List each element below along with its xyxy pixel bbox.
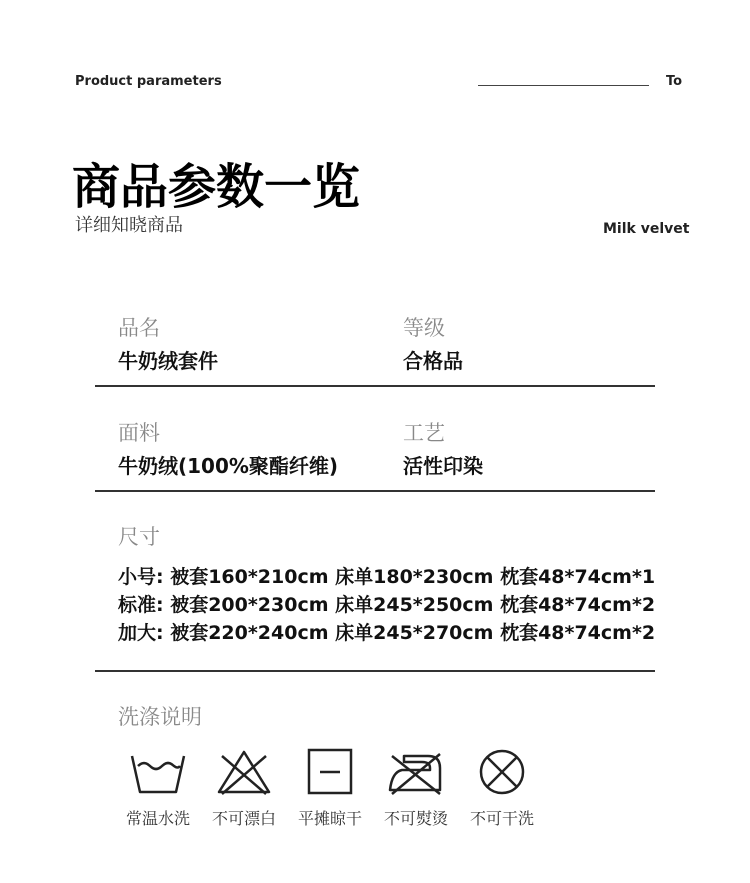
fabric-value: 牛奶绒(100%聚酯纤维) bbox=[118, 454, 339, 478]
size-line-standard: 标准: 被套200*230cm 床单245*250cm 枕套48*74cm*2 bbox=[118, 594, 656, 616]
divider-2 bbox=[95, 490, 655, 492]
care-caption: 常温水洗 bbox=[125, 809, 190, 828]
size-line-large: 加大: 被套220*240cm 床单245*270cm 枕套48*74cm*2 bbox=[118, 622, 656, 644]
divider-1 bbox=[95, 385, 655, 387]
divider-3 bbox=[95, 670, 655, 672]
grade-value: 合格品 bbox=[403, 349, 463, 373]
care-item-no-iron bbox=[376, 748, 456, 829]
no-bleach-icon bbox=[214, 748, 274, 796]
care-item-dry-flat bbox=[290, 748, 370, 829]
hand-wash-icon bbox=[128, 748, 188, 796]
care-item-no-dry-clean bbox=[462, 748, 542, 829]
header-divider bbox=[478, 85, 649, 86]
care-caption: 不可干洗 bbox=[469, 809, 534, 828]
care-caption: 平摊晾干 bbox=[297, 809, 362, 828]
craft-label: 工艺 bbox=[403, 421, 445, 445]
craft-value: 活性印染 bbox=[403, 454, 483, 478]
care-label: 洗涤说明 bbox=[118, 705, 202, 729]
care-caption: 不可漂白 bbox=[211, 809, 276, 828]
fabric-label: 面料 bbox=[118, 421, 160, 445]
grade-label: 等级 bbox=[403, 316, 445, 340]
dry-flat-icon bbox=[300, 748, 360, 796]
no-dry-clean-icon bbox=[472, 748, 532, 796]
care-item-no-bleach bbox=[204, 748, 284, 829]
name-label: 品名 bbox=[118, 316, 160, 340]
page-subtitle: 详细知晓商品 bbox=[75, 215, 183, 236]
brand-label: Milk velvet bbox=[603, 221, 690, 237]
page-title: 商品参数一览 bbox=[72, 159, 361, 215]
care-caption: 不可熨烫 bbox=[383, 809, 448, 828]
size-line-small: 小号: 被套160*210cm 床单180*230cm 枕套48*74cm*1 bbox=[118, 566, 656, 588]
header-right-text: To bbox=[666, 74, 683, 89]
size-label: 尺寸 bbox=[118, 525, 160, 549]
no-iron-icon bbox=[386, 748, 446, 796]
header-left-text: Product parameters bbox=[75, 74, 222, 89]
care-item-hand-wash bbox=[118, 748, 198, 829]
name-value: 牛奶绒套件 bbox=[118, 349, 218, 373]
